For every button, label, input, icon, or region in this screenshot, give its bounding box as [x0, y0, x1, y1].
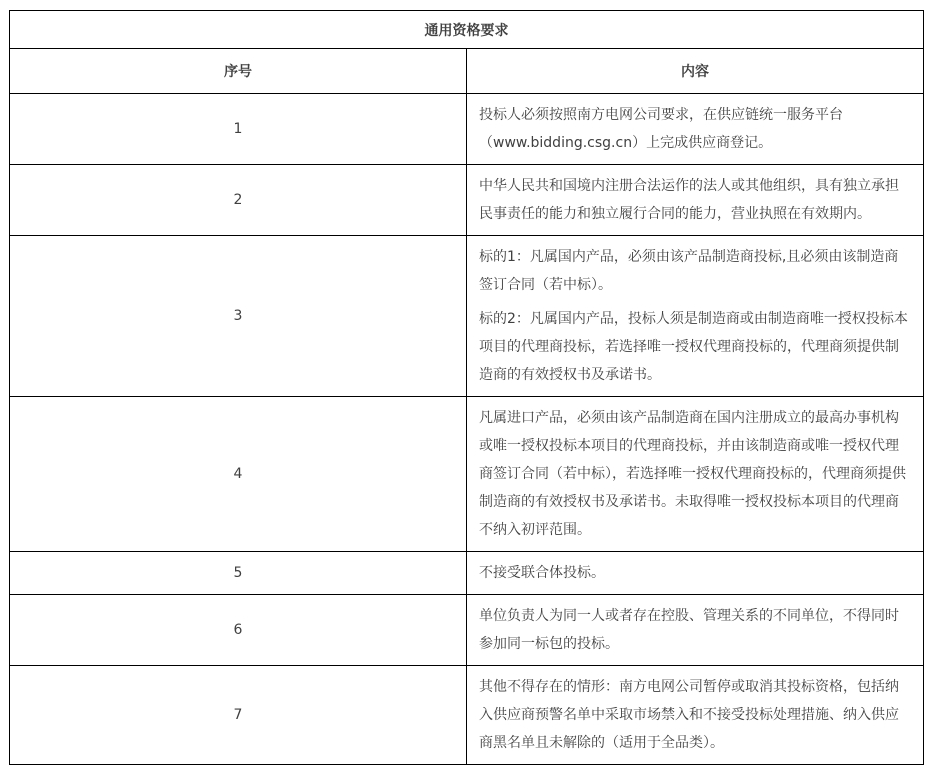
content-paragraph: 其他不得存在的情形：南方电网公司暂停或取消其投标资格，包括纳入供应商预警名单中采取市场禁入和不接受投标处理措施、纳入供应商黑名单且未解除的（适用于全品类）。 [479, 679, 899, 751]
table-row [10, 94, 924, 165]
table-row [10, 397, 924, 552]
table-row [10, 165, 924, 236]
row-number: 5 [10, 552, 467, 595]
row-content [467, 595, 924, 666]
row-number: 4 [10, 397, 467, 552]
table-row [10, 236, 924, 397]
row-content [467, 165, 924, 236]
content-paragraph: 中华人民共和国境内注册合法运作的法人或其他组织，具有独立承担民事责任的能力和独立履行合同的能力，营业执照在有效期内。 [479, 178, 899, 222]
row-content [467, 666, 924, 765]
content-paragraph: 单位负责人为同一人或者存在控股、管理关系的不同单位，不得同时参加同一标包的投标。 [479, 608, 899, 652]
row-number: 7 [10, 666, 467, 765]
row-content [467, 94, 924, 165]
content-paragraph: 不接受联合体投标。 [479, 565, 605, 581]
row-number: 1 [10, 94, 467, 165]
row-content [467, 397, 924, 552]
table-header-row [10, 49, 924, 94]
content-paragraph: 凡属进口产品，必须由该产品制造商在国内注册成立的最高办事机构或唯一授权投标本项目的代理商投标，并由该制造商或唯一授权代理商签订合同（若中标），若选择唯一授权代理商投标的，代理商须提供制造商的有效授权书及承诺书。未取得唯一授权投标本项目的代理商不纳入初评范围。 [479, 410, 906, 538]
row-number: 3 [10, 236, 467, 397]
content-paragraph: 标的1：凡属国内产品，必须由该产品制造商投标,且必须由该制造商签订合同（若中标）。 [479, 249, 899, 293]
table-row [10, 666, 924, 765]
row-content [467, 236, 924, 397]
row-content [467, 552, 924, 595]
table-title: 通用资格要求 [10, 11, 924, 49]
table-row [10, 595, 924, 666]
column-header-content: 内容 [467, 49, 924, 94]
table-title-row [10, 11, 924, 49]
column-header-no: 序号 [10, 49, 467, 94]
content-paragraph: 投标人必须按照南方电网公司要求，在供应链统一服务平台（www.bidding.csg.cn）上完成供应商登记。 [479, 107, 843, 151]
row-number: 2 [10, 165, 467, 236]
table-row [10, 552, 924, 595]
table-body [10, 11, 924, 765]
qualification-requirements-table [9, 10, 924, 765]
row-number: 6 [10, 595, 467, 666]
content-paragraph: 标的2：凡属国内产品，投标人须是制造商或由制造商唯一授权投标本项目的代理商投标，若选择唯一授权代理商投标的，代理商须提供制造商的有效授权书及承诺书。 [479, 311, 908, 383]
